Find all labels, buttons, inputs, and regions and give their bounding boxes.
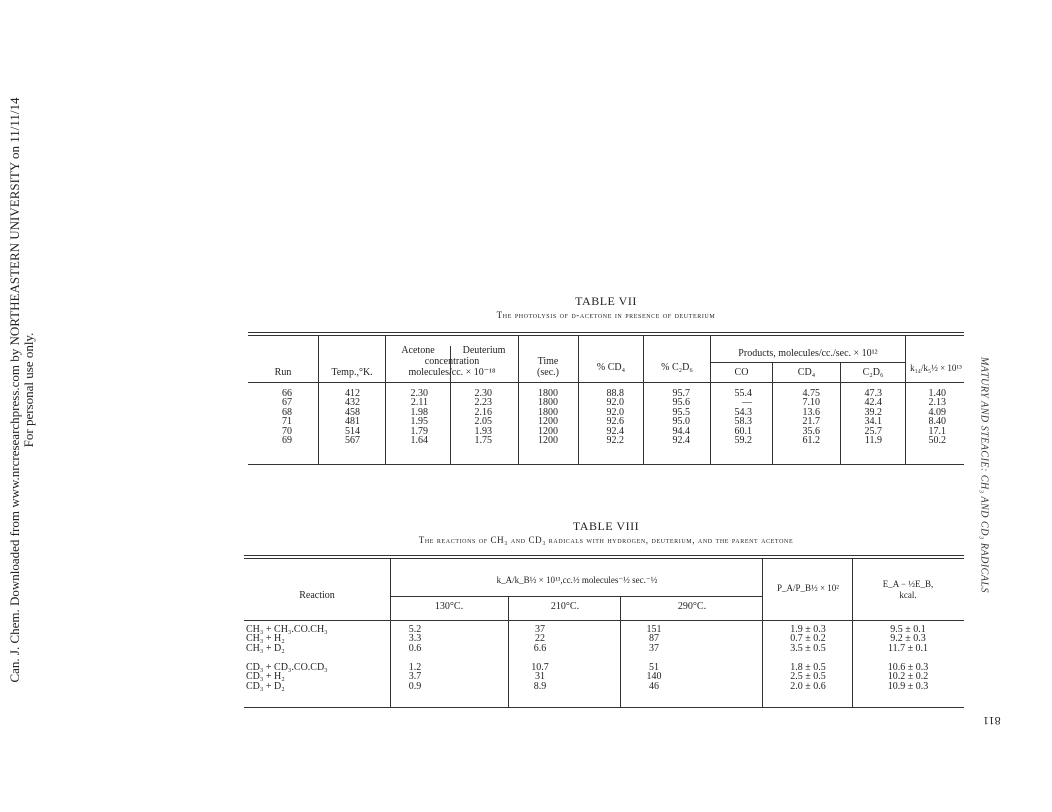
rate-290c-cell: 37 [649, 642, 659, 654]
rate-130c-cell: 3.7 [408, 671, 422, 683]
table-vii-vline [905, 336, 906, 464]
table-viii-vline [390, 559, 391, 707]
rate-130c-cell: 1.2 [408, 662, 422, 673]
table-vii-title: TABLE VII [575, 294, 637, 308]
group1-210c [520, 625, 560, 653]
run-cell: 67 [282, 397, 292, 409]
header-conc-units: molecules/cc. × 10⁻¹⁸ [408, 367, 496, 378]
header-pct-cd4: % CD₄ [596, 362, 626, 373]
rate-130c-cell: 0.6 [408, 642, 422, 654]
run-cell: 70 [282, 425, 292, 437]
pct-cd4-cell: 92.6 [606, 416, 624, 428]
header-activation-energy: E_A − ½E_B, [882, 579, 934, 589]
table-viii-rate-rule [390, 596, 762, 597]
table-viii-bottom-rule [244, 707, 964, 708]
rate-290c-cell: 87 [649, 633, 659, 645]
column-run [262, 389, 292, 445]
column-co [722, 389, 752, 445]
deuterium-cell: 2.16 [474, 406, 492, 418]
rate-210c-cell: 10.7 [531, 662, 549, 673]
group2-130c [400, 663, 430, 691]
group2-reactions [246, 663, 386, 691]
header-pct-c2d6: % C₂D₆ [661, 362, 693, 373]
pa-cell: 3.5 ± 0.5 [790, 642, 826, 654]
temp-cell: 412 [345, 388, 360, 399]
c2d6-cell: 47.3 [864, 388, 882, 399]
header-pa-ratio: P_A/P_B½ × 10² [776, 583, 840, 593]
co-cell: 59.2 [734, 435, 752, 447]
time-cell: 1200 [538, 425, 558, 437]
download-notice [8, 40, 36, 740]
column-pct-c2d6 [660, 389, 690, 445]
rate-290c-cell: 46 [649, 680, 659, 692]
column-time [528, 389, 558, 445]
column-temp [330, 389, 360, 445]
pct-cd4-cell: 88.8 [606, 388, 624, 399]
column-c2d6 [852, 389, 882, 445]
cd4-cell: 13.6 [802, 406, 820, 418]
table-vii-vline [643, 336, 644, 464]
rate-210c-cell: 6.6 [533, 642, 547, 654]
header-products: Products, molecules/cc./sec. × 10¹² [738, 348, 878, 359]
rate-ratio-cell: 8.40 [928, 416, 946, 428]
pct-c2d6-cell: 95.6 [672, 397, 690, 409]
co-cell: 55.4 [734, 388, 752, 399]
pct-c2d6-cell: 95.0 [672, 416, 690, 428]
rate-210c-cell: 31 [535, 671, 545, 683]
pct-cd4-cell: 92.0 [606, 406, 624, 418]
c2d6-cell: 25.7 [864, 425, 882, 437]
rate-130c-cell: 3.3 [408, 633, 422, 645]
pct-cd4-cell: 92.0 [606, 397, 624, 409]
time-cell: 1200 [538, 435, 558, 447]
time-cell: 1200 [538, 416, 558, 428]
header-210c: 210°C. [550, 601, 580, 612]
rate-290c-cell: 140 [646, 671, 662, 683]
run-cell: 66 [282, 388, 292, 399]
pct-cd4-cell: 92.4 [606, 425, 624, 437]
table-viii-top-rule-2 [244, 558, 964, 559]
rate-210c-cell: 8.9 [533, 680, 547, 692]
pa-cell: 2.0 ± 0.6 [790, 680, 826, 692]
acetone-cell: 1.79 [410, 425, 428, 437]
table-vii-top-rule [248, 332, 964, 333]
rate-210c-cell: 22 [535, 633, 545, 645]
time-cell: 1800 [538, 388, 558, 399]
deuterium-cell: 1.75 [474, 435, 492, 447]
group2-ea [858, 663, 958, 691]
column-cd4 [788, 389, 820, 445]
co-cell: — [742, 397, 752, 409]
download-notice-line1: Can. J. Chem. Downloaded from www.nrcresearchpress.com by NORTHEASTERN UNIVERSITY on 11/11/14 [7, 97, 22, 683]
ea-cell: 9.2 ± 0.3 [890, 633, 926, 645]
ea-cell: 9.5 ± 0.1 [890, 624, 926, 635]
rate-ratio-cell: 50.2 [928, 435, 946, 447]
deuterium-cell: 2.05 [474, 416, 492, 428]
temp-cell: 514 [345, 425, 360, 437]
c2d6-cell: 11.9 [864, 435, 882, 447]
rate-130c-cell: 0.9 [408, 680, 422, 692]
acetone-cell: 2.30 [410, 388, 428, 399]
pct-c2d6-cell: 95.7 [672, 388, 690, 399]
cd4-cell: 21.7 [802, 416, 820, 428]
header-co: CO [734, 367, 749, 378]
acetone-cell: 1.95 [410, 416, 428, 428]
rate-210c-cell: 37 [535, 624, 545, 635]
cd4-cell: 61.2 [802, 435, 820, 447]
rate-ratio-cell: 17.1 [928, 425, 946, 437]
rate-130c-cell: 5.2 [408, 624, 422, 635]
reaction-cell: CH₃ + H₂ [246, 633, 285, 645]
deuterium-cell: 2.23 [474, 397, 492, 409]
pct-c2d6-cell: 94.4 [672, 425, 690, 437]
reaction-cell: CH₃ + D₂ [246, 642, 285, 654]
cd4-cell: 35.6 [802, 425, 820, 437]
reaction-cell: CH₃ + CH₃.CO.CH₃ [246, 624, 328, 635]
table-viii-vline [852, 559, 853, 707]
column-deuterium [462, 389, 492, 445]
ea-cell: 10.6 ± 0.3 [887, 662, 929, 673]
run-cell: 71 [282, 416, 292, 428]
table-viii-top-rule [244, 555, 964, 556]
header-290c: 290°C. [677, 601, 707, 612]
temp-cell: 458 [345, 406, 360, 418]
download-notice-line2: For personal use only. [21, 332, 36, 448]
table-vii-vline [318, 336, 319, 464]
deuterium-cell: 2.30 [474, 388, 492, 399]
pct-cd4-cell: 92.2 [606, 435, 624, 447]
rate-290c-cell: 51 [649, 662, 659, 673]
pa-cell: 2.5 ± 0.5 [790, 671, 826, 683]
table-vii-vline [578, 336, 579, 464]
header-rate-constant: k_A/k_B½ × 10¹³,cc.½ molecules⁻½ sec.⁻½ [496, 575, 658, 585]
header-130c: 130°C. [434, 601, 464, 612]
cd4-cell: 4.75 [802, 388, 820, 399]
co-cell: 58.3 [734, 416, 752, 428]
c2d6-cell: 42.4 [864, 397, 882, 409]
temp-cell: 432 [345, 397, 360, 409]
time-cell: 1800 [538, 397, 558, 409]
cd4-cell: 7.10 [802, 397, 820, 409]
reaction-cell: CD₃ + H₂ [246, 671, 285, 683]
header-deuterium: Deuterium [462, 345, 506, 356]
header-kcal: kcal. [899, 590, 917, 600]
temp-cell: 567 [345, 435, 360, 447]
table-viii-vline [620, 596, 621, 707]
table-vii-bottom-rule [248, 464, 964, 465]
c2d6-cell: 34.1 [864, 416, 882, 428]
header-reaction: Reaction [299, 590, 335, 601]
ea-cell: 10.2 ± 0.2 [887, 671, 929, 683]
pa-cell: 0.7 ± 0.2 [790, 633, 826, 645]
pa-cell: 1.8 ± 0.5 [790, 662, 826, 673]
group1-ea [858, 625, 958, 653]
header-acetone: Acetone [401, 345, 435, 356]
group1-130c [400, 625, 430, 653]
reaction-cell: CD₃ + CD₃.CO.CD₃ [246, 662, 328, 673]
temp-cell: 481 [345, 416, 360, 428]
table-vii-subtitle: The photolysis of d-acetone in presence of deuterium [496, 310, 716, 320]
co-cell: 54.3 [734, 406, 752, 418]
running-head: MATURY AND STEACIE: CH₃ AND CD₃ RADICALS [978, 356, 990, 594]
acetone-cell: 2.11 [410, 397, 428, 409]
header-c2d6: C₂D₆ [862, 367, 884, 378]
table-viii-subtitle: The reactions of CH₃ and CD₃ radicals with hydrogen, deuterium, and the parent acetone [418, 535, 794, 545]
header-run: Run [274, 367, 292, 378]
header-time: Time [537, 356, 559, 367]
run-cell: 69 [282, 435, 292, 447]
run-cell: 68 [282, 406, 292, 418]
header-concentration: concentration [424, 356, 480, 367]
table-viii-vline [508, 596, 509, 707]
group1-pa [766, 625, 850, 653]
pa-cell: 1.9 ± 0.3 [790, 624, 826, 635]
table-vii-header-rule [248, 382, 964, 383]
co-cell: 60.1 [734, 425, 752, 437]
rate-ratio-cell: 2.13 [928, 397, 946, 409]
rate-ratio-cell: 4.09 [928, 406, 946, 418]
header-time-units: (sec.) [537, 367, 559, 378]
acetone-cell: 1.98 [410, 406, 428, 418]
table-vii-top-rule-2 [248, 335, 964, 336]
column-acetone [398, 389, 428, 445]
table-vii-products-rule [710, 362, 905, 363]
acetone-cell: 1.64 [410, 435, 428, 447]
table-viii-title: TABLE VIII [572, 519, 640, 533]
deuterium-cell: 1.93 [474, 425, 492, 437]
header-cd4: CD₄ [797, 367, 816, 378]
c2d6-cell: 39.2 [864, 406, 882, 418]
reaction-cell: CD₃ + D₂ [246, 680, 285, 692]
group1-reactions [246, 625, 386, 653]
column-pct-cd4 [594, 389, 624, 445]
group2-210c [520, 663, 560, 691]
group1-290c [634, 625, 674, 653]
rate-ratio-cell: 1.40 [928, 388, 946, 399]
rate-290c-cell: 151 [646, 624, 662, 635]
pct-c2d6-cell: 95.5 [672, 406, 690, 418]
ea-cell: 11.7 ± 0.1 [887, 642, 929, 654]
header-temp: Temp.,°K. [331, 367, 373, 378]
table-viii-header-rule [244, 620, 964, 621]
group2-pa [766, 663, 850, 691]
ea-cell: 10.9 ± 0.3 [887, 680, 929, 692]
pct-c2d6-cell: 92.4 [672, 435, 690, 447]
group2-290c [634, 663, 674, 691]
page-number: 811 [983, 714, 1001, 728]
column-rate-ratio [914, 389, 946, 445]
header-rate-ratio: k₁₄/k₅½ × 10¹³ [910, 363, 962, 373]
time-cell: 1800 [538, 406, 558, 418]
table-viii-vline [762, 559, 763, 707]
